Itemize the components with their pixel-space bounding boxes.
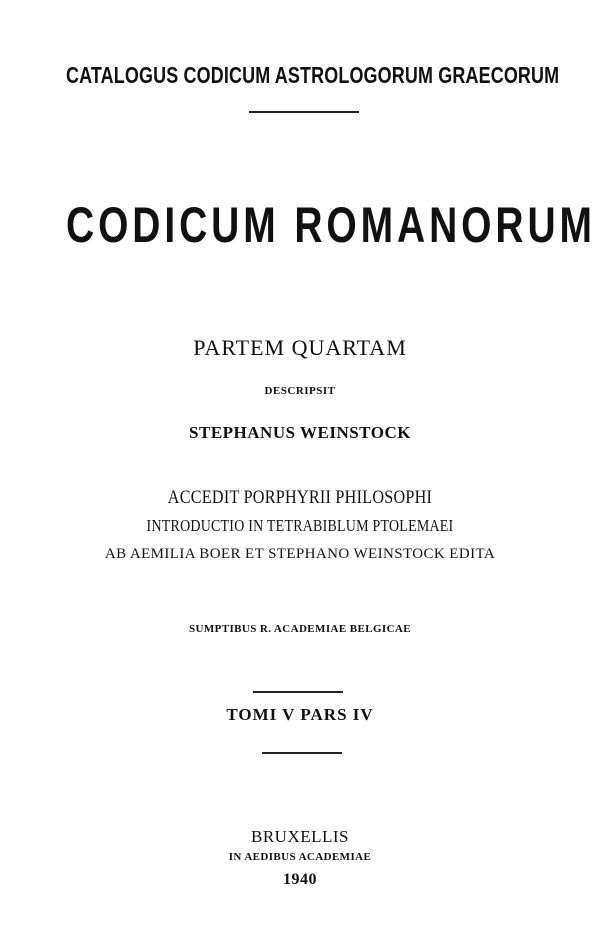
rule-under-series-title [249, 111, 359, 113]
part-label: PARTEM QUARTAM [193, 335, 407, 360]
appendix-line-1: ACCEDIT PORPHYRII PHILOSOPHI [167, 487, 433, 508]
imprint-year: 1940 [283, 871, 317, 888]
imprint-city: BRUXELLIS [251, 827, 349, 846]
rule-above-volume [253, 691, 343, 693]
volume-label: TOMI V PARS IV [226, 705, 374, 724]
rule-below-volume [262, 752, 342, 754]
appendix-line-2: INTRODUCTIO IN TETRABIBLUM PTOLEMAEI [146, 516, 454, 535]
main-title: CODICUM ROMANORUM [66, 197, 596, 253]
imprint-press: IN AEDIBUS ACADEMIAE [228, 851, 372, 863]
publisher-note: SUMPTIBUS R. ACADEMIAE BELGICAE [188, 623, 412, 635]
series-title: CATALOGUS CODICUM ASTROLOGORUM GRAECORUM [66, 62, 560, 88]
appendix-line-3: AB AEMILIA BOER ET STEPHANO WEINSTOCK EDITA [104, 546, 496, 562]
descripsit-label: DESCRIPSIT [264, 385, 336, 397]
author-name: STEPHANUS WEINSTOCK [189, 423, 411, 442]
